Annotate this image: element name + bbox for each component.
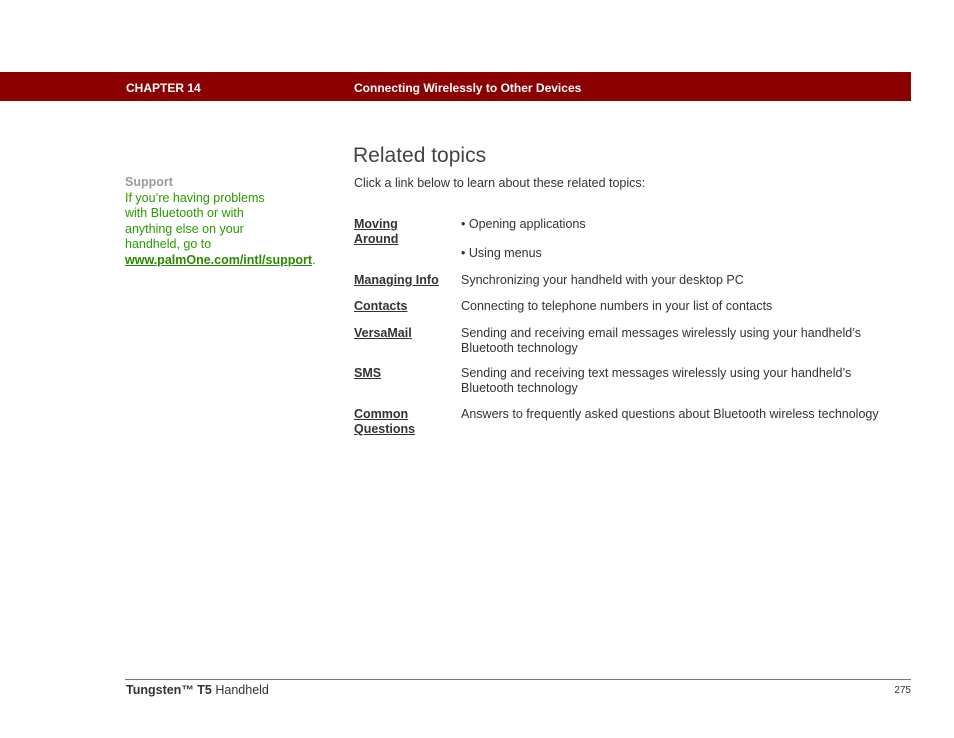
sidebar-body: If you’re having problems with Bluetooth or with anything else on your handheld, go to <box>125 190 265 252</box>
sidebar-text <box>125 190 316 269</box>
topic-link-managing-info[interactable]: Managing Info <box>354 273 439 287</box>
topic-row-moving-around <box>354 217 884 267</box>
topic-row-contacts <box>354 299 884 319</box>
chapter-title: Connecting Wirelessly to Other Devices <box>354 81 582 95</box>
support-link[interactable]: www.palmOne.com/intl/support <box>125 252 313 267</box>
footer-product <box>126 683 269 697</box>
topic-link-common-questions[interactable]: Common Questions <box>354 407 416 436</box>
sidebar-period: . <box>312 252 316 267</box>
topic-desc-contacts: Connecting to telephone numbers in your list of contacts <box>461 299 773 313</box>
page-number: 275 <box>894 685 911 696</box>
footer-product-suffix: Handheld <box>211 683 269 697</box>
topic-link-versamail[interactable]: VersaMail <box>354 326 412 340</box>
topic-link-sms[interactable]: SMS <box>354 366 382 380</box>
chapter-header-bar <box>0 72 911 101</box>
support-sidebar <box>125 175 316 269</box>
topic-desc-managing-info: Synchronizing your handheld with your desktop PC <box>461 273 744 287</box>
topic-desc-versamail: Sending and receiving email messages wirelessly using your handheld’s Bluetooth technology <box>461 326 861 355</box>
footer-product-name: Tungsten™ T5 <box>126 683 212 697</box>
footer-rule <box>125 679 911 680</box>
topic-link-moving-around[interactable]: Moving Around <box>354 217 399 246</box>
topic-desc-common-questions: Answers to frequently asked questions about Bluetooth wireless technology <box>461 407 879 421</box>
topic-bullet-using-menus: • Using menus <box>461 246 542 260</box>
topic-row-common-questions <box>354 407 884 439</box>
topic-row-managing-info <box>354 273 884 293</box>
topic-desc-moving-around <box>461 217 886 261</box>
chapter-number: CHAPTER 14 <box>126 81 201 95</box>
topic-row-sms <box>354 366 884 398</box>
sidebar-heading: Support <box>125 175 173 189</box>
section-title: Related topics <box>353 144 487 167</box>
intro-text: Click a link below to learn about these related topics: <box>354 176 646 190</box>
topic-desc-sms: Sending and receiving text messages wirelessly using your handheld’s Bluetooth technology <box>461 366 852 395</box>
topic-bullet-opening-applications: • Opening applications <box>461 217 586 231</box>
topic-link-contacts[interactable]: Contacts <box>354 299 408 313</box>
topic-row-versamail <box>354 326 884 358</box>
